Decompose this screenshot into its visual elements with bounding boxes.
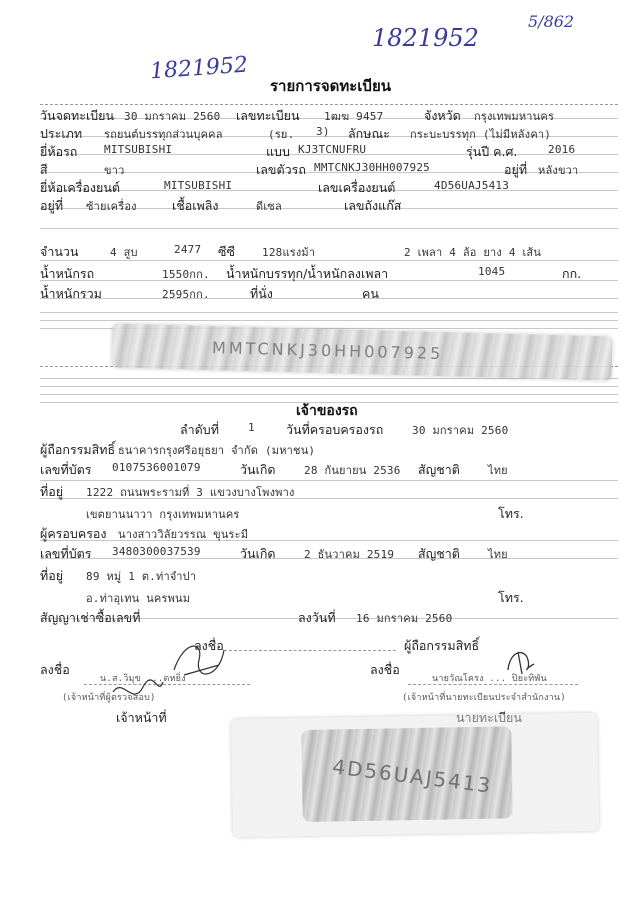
holder-address-label: ที่อยู่ <box>40 568 64 583</box>
engine-cc: 2477 <box>174 243 202 256</box>
vehicle-type: รถยนต์บรรทุกส่วนบุคคล <box>104 128 223 141</box>
holder-nationality: ไทย <box>488 548 508 561</box>
owner-id-label: เลขที่บัตร <box>40 462 92 477</box>
holder-address-line1: 89 หมู่ 1 ต.ท่าจำปา <box>86 570 197 583</box>
owner-section-heading: เจ้าของรถ <box>296 403 358 419</box>
owner-name: ธนาคารกรุงศรีอยุธยา จำกัด (มหาชน) <box>118 444 316 457</box>
left-signer-role: เจ้าหน้าที่ <box>116 710 167 725</box>
owner-label: ผู้ถือกรรมสิทธิ์ <box>40 442 116 457</box>
engine-number-label: เลขเครื่องยนต์ <box>318 180 396 195</box>
gas-tank-label: เลขถังแก๊ส <box>344 198 402 213</box>
fuel: ดีเซล <box>256 200 282 213</box>
owner-id: 0107536001079 <box>112 461 201 474</box>
model: KJ3TCNUFRU <box>298 143 367 156</box>
province: กรุงเทพมหานคร <box>474 110 555 123</box>
right-sign-label: ลงชื่อ <box>370 662 400 677</box>
owner-dob-label: วันเกิด <box>240 462 276 477</box>
right-signer-position: (เจ้าหน้าที่นายทะเบียนประจำสำนักงาน) <box>402 693 566 703</box>
seats-label: ที่นั่ง <box>250 286 273 301</box>
holder-dob: 2 ธันวาคม 2519 <box>304 548 395 561</box>
reg-date: 30 มกราคม 2560 <box>124 110 221 123</box>
contract-date-label: ลงวันที่ <box>298 610 336 625</box>
plate-label: เลขทะเบียน <box>236 108 300 123</box>
total-weight: 2595กก. <box>162 288 210 301</box>
type-label: ประเภท <box>40 126 83 141</box>
left-sign-label: ลงชื่อ <box>40 662 70 677</box>
contract-label: สัญญาเช่าซื้อเลขที่ <box>40 610 141 625</box>
order-label: ลำดับที่ <box>180 422 219 437</box>
tape-chassis-text: MMTCNKJ30HH007925 <box>211 338 444 364</box>
holder-id: 3480300037539 <box>112 545 201 558</box>
cc-label: ซีซี <box>218 244 235 259</box>
chassis-location-label: อยู่ที่ <box>504 162 528 177</box>
tape-strip-engine <box>231 713 599 837</box>
holder-name: นางสาววิลัยวรรณ ขุนระมี <box>118 528 249 541</box>
chassis-location: หลังขวา <box>538 164 579 177</box>
model-label: แบบ <box>266 144 290 159</box>
axles: 2 เพลา 4 ล้อ ยาง 4 เส้น <box>404 246 542 259</box>
owner-dob: 28 กันยายน 2536 <box>304 464 401 477</box>
holder-address-line2: อ.ท่าอุเทน นครพนม <box>86 592 191 605</box>
handwritten-file-number: 1821952 <box>372 24 479 52</box>
order-number: 1 <box>248 421 255 434</box>
brand-label: ยี่ห้อรถ <box>40 144 78 159</box>
load-label: น้ำหนักบรรทุก/น้ำหนักลงเพลา <box>226 266 389 281</box>
owner-nationality-label: สัญชาติ <box>418 462 460 477</box>
owner-nationality: ไทย <box>488 464 508 477</box>
left-signer-position: (เจ้าหน้าที่ผู้ตรวจสอบ) <box>62 693 156 703</box>
province-label: จังหวัด <box>424 108 461 123</box>
seats-unit: คน <box>362 286 379 301</box>
right-signer-name: นายวัณโครง ... ปิยะทิพัน <box>432 674 547 684</box>
page-title: รายการจดทะเบียน <box>270 77 391 95</box>
owner-address-line1: 1222 ถนนพระรามที่ 3 แขวงบางโพงพาง <box>86 486 295 499</box>
engine-brand: MITSUBISHI <box>164 179 233 192</box>
engine-number: 4D56UAJ5413 <box>434 179 510 192</box>
holder-nationality-label: สัญชาติ <box>418 546 460 561</box>
horsepower: 128แรงม้า <box>262 246 316 259</box>
style-label: ลักษณะ <box>348 126 390 141</box>
contract-date: 16 มกราคม 2560 <box>356 612 453 625</box>
owner-address-label: ที่อยู่ <box>40 484 64 499</box>
owner-address-line2: เขตยานนาวา กรุงเทพมหานคร <box>86 508 240 521</box>
owner-signature <box>164 630 234 690</box>
handwritten-file-number-left: 1821952 <box>149 52 249 85</box>
left-officer-signature <box>108 672 168 712</box>
registrar-signature <box>500 640 540 680</box>
possession-date-label: วันที่ครอบครองรถ <box>286 422 384 437</box>
type-code: 3) <box>316 125 330 138</box>
type-code-prefix: (รย. <box>268 128 295 141</box>
model-year: 2016 <box>548 143 576 156</box>
owner-sign-title: ผู้ถือกรรมสิทธิ์ <box>404 638 480 653</box>
holder-tel-label: โทร. <box>498 590 524 605</box>
fuel-label: เชื้อเพลิง <box>172 198 219 213</box>
engine-location: ซ้ายเครื่อง <box>86 200 137 213</box>
holder-label: ผู้ครอบครอง <box>40 526 107 541</box>
vehicle-weight: 1550กก. <box>162 268 210 281</box>
year-label: รุ่นปี ค.ศ. <box>466 144 518 159</box>
tape-strip-chassis <box>112 323 613 380</box>
brand: MITSUBISHI <box>104 143 173 156</box>
color: ขาว <box>104 164 125 177</box>
count-label: จำนวน <box>40 244 79 259</box>
engine-brand-label: ยี่ห้อเครื่องยนต์ <box>40 180 121 195</box>
color-label: สี <box>40 162 48 177</box>
total-weight-label: น้ำหนักรวม <box>40 286 102 301</box>
left-signer-name: น.ส.วิมุข ...ดหยิ่ง <box>100 674 186 684</box>
weight-label: น้ำหนักรถ <box>40 266 95 281</box>
reg-date-label: วันจดทะเบียน <box>40 108 115 123</box>
chassis-label: เลขตัวรถ <box>256 162 306 177</box>
chassis-number: MMTCNKJ30HH007925 <box>314 161 430 174</box>
owner-sign-label: ลงชื่อ <box>194 638 224 653</box>
tape-engine-text: 4D56UAJ5413 <box>331 754 494 798</box>
holder-id-label: เลขที่บัตร <box>40 546 92 561</box>
vehicle-style: กระบะบรรทุก (ไม่มีหลังคา) <box>410 128 552 141</box>
holder-dob-label: วันเกิด <box>240 546 276 561</box>
handwritten-page-number: 5/862 <box>528 12 575 31</box>
engine-location-label: อยู่ที่ <box>40 198 64 213</box>
owner-tel-label: โทร. <box>498 506 524 521</box>
cylinders: 4 สูบ <box>110 246 138 259</box>
load-weight: 1045 <box>478 265 506 278</box>
plate-number: 1ฒฆ 9457 <box>324 110 384 123</box>
possession-date: 30 มกราคม 2560 <box>412 424 509 437</box>
load-unit: กก. <box>562 266 582 281</box>
